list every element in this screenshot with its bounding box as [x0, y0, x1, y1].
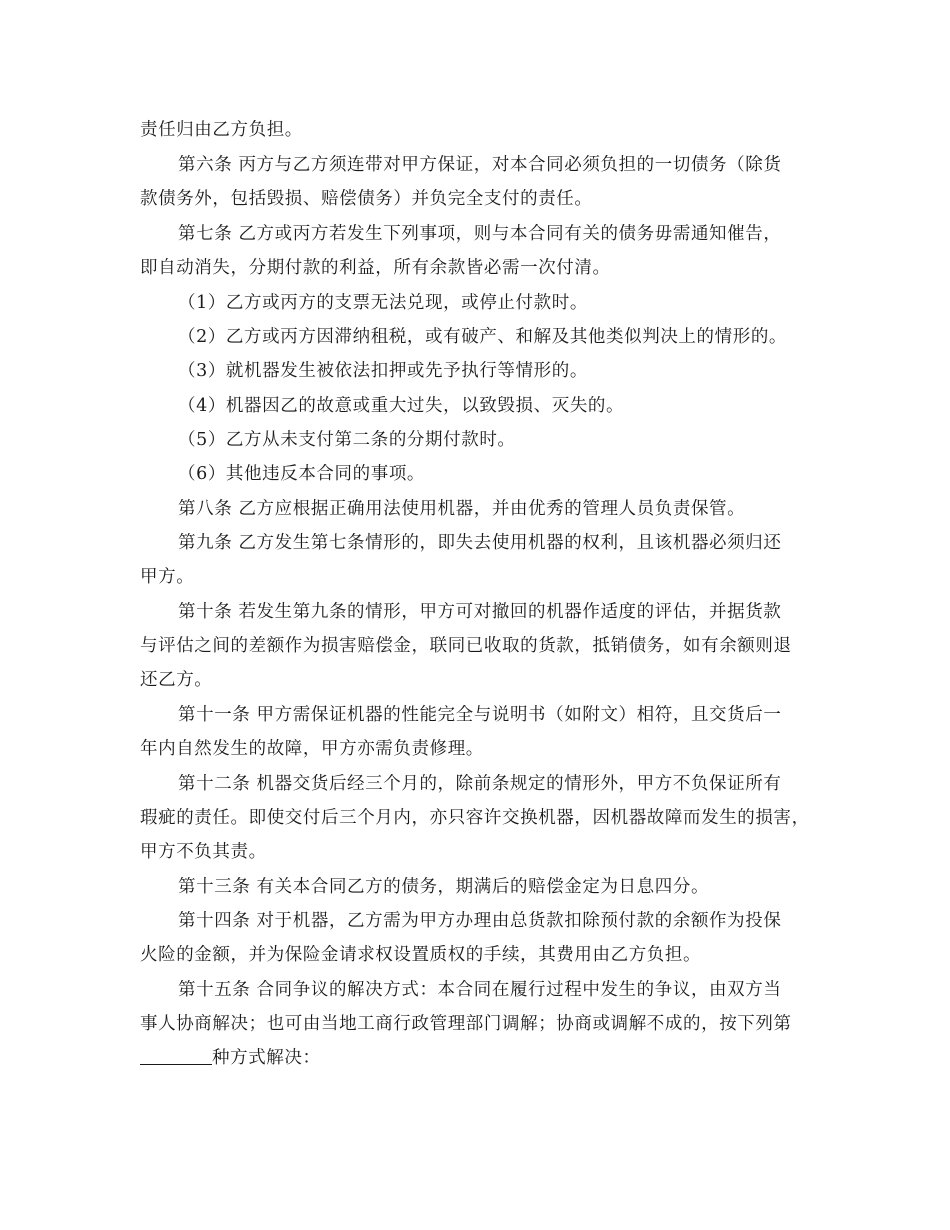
clause-15-line-1: 第十五条 合同争议的解决方式：本合同在履行过程中发生的争议，由双方当 [178, 980, 782, 1000]
clause-10-line-3: 还乙方。 [140, 670, 213, 690]
clause-14-line-2: 火险的金额，并为保险金请求权设置质权的手续，其费用由乙方负担。 [140, 945, 702, 965]
clause-9-line-2: 甲方。 [140, 567, 195, 587]
clause-6-line-2: 款债务外，包括毁损、赔偿债务）并负完全支付的责任。 [140, 189, 593, 209]
clause-7-item-6: （6）其他违反本合同的事项。 [178, 464, 426, 484]
clause-12-line-2: 瑕疵的责任。即使交付后三个月内，亦只容许交换机器，因机器故障而发生的损害， [140, 808, 810, 828]
clause-7-item-5: （5）乙方从未支付第二条的分期付款时。 [178, 430, 516, 450]
clause-7-item-4: （4）机器因乙的故意或重大过失，以致毁损、灭失的。 [178, 396, 625, 416]
clause-7-line-1: 第七条 乙方或丙方若发生下列事项，则与本合同有关的债务毋需通知催告， [178, 224, 782, 244]
clause-11-line-1: 第十一条 甲方需保证机器的性能完全与说明书（如附文）相符，且交货后一 [178, 705, 782, 725]
clause-7-line-2: 即自动消失，分期付款的利益，所有余款皆必需一次付清。 [140, 258, 611, 278]
clause-7-item-2: （2）乙方或丙方因滞纳租税，或有破产、和解及其他类似判决上的情形的。 [178, 327, 788, 347]
clause-13-line-1: 第十三条 有关本合同乙方的债务，期满后的赔偿金定为日息四分。 [178, 877, 710, 897]
clause-11-line-2: 年内自然发生的故障，甲方亦需负责修理。 [140, 739, 484, 759]
clause-7-item-1: （1）乙方或丙方的支票无法兑现，或停止付款时。 [178, 293, 588, 313]
text-line: 责任归由乙方负担。 [140, 120, 303, 140]
clause-15-line-3-text: 种方式解决： [212, 1048, 321, 1068]
clause-12-line-3: 甲方不负其责。 [140, 842, 267, 862]
fill-in-blank [140, 1046, 212, 1065]
clause-15-line-2: 事人协商解决；也可由当地工商行政管理部门调解；协商或调解不成的，按下列第 [140, 1014, 792, 1034]
clause-9-line-1: 第九条 乙方发生第七条情形的，即失去使用机器的权利，且该机器必须归还 [178, 533, 782, 553]
clause-8-line-1: 第八条 乙方应根据正确用法使用机器，并由优秀的管理人员负责保管。 [178, 499, 746, 519]
clause-10-line-1: 第十条 若发生第九条的情形，甲方可对撤回的机器作适度的评估，并据货款 [178, 602, 782, 622]
clause-12-line-1: 第十二条 机器交货后经三个月的，除前条规定的情形外，甲方不负保证所有 [178, 774, 782, 794]
clause-10-line-2: 与评估之间的差额作为损害赔偿金，联同已收取的货款，抵销债务，如有余额则退 [140, 636, 792, 656]
clause-14-line-1: 第十四条 对于机器，乙方需为甲方办理由总货款扣除预付款的余额作为投保 [178, 911, 782, 931]
clause-7-item-3: （3）就机器发生被依法扣押或先予执行等情形的。 [178, 361, 588, 381]
clause-15-line-3 [140, 1046, 321, 1070]
clause-6-line-1: 第六条 丙方与乙方须连带对甲方保证，对本合同必须负担的一切债务（除货 [178, 155, 782, 175]
